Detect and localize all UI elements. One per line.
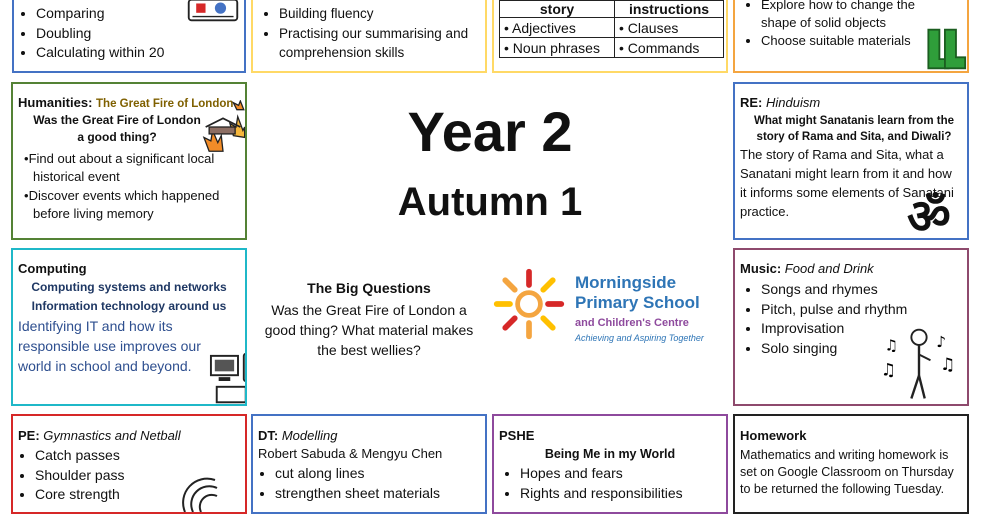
maths-box — [12, 0, 246, 73]
maths-item: • Doubling — [36, 24, 244, 44]
school-motto: Achieving and Aspiring Together — [575, 333, 704, 343]
re-box — [733, 82, 969, 240]
re-topic: Hinduism — [766, 95, 821, 110]
english-item: • Practising our summarising and comprehension skills — [279, 24, 485, 63]
school-name: Morningside Primary School — [575, 273, 700, 312]
grammar-cell: • Noun phrases — [500, 38, 615, 58]
re-text: The story of Rama and Sita, what a Sanatani might learn from it and how it informs some elements of Sanatani practice. — [740, 147, 954, 219]
music-item: • Improvisation — [761, 319, 907, 339]
pe-box — [11, 414, 247, 514]
science-item: • Choose suitable materials — [761, 32, 929, 50]
school-logo-icon — [491, 266, 567, 342]
computer-devices-icon — [208, 352, 247, 406]
computing-box — [11, 248, 247, 406]
computing-text: Identifying IT and how its responsible use improves our world in school and beyond. — [18, 318, 201, 374]
science-box — [733, 0, 969, 73]
dt-box — [251, 414, 487, 514]
computing-label: Computing — [18, 261, 87, 276]
grammar-cell: • Adjectives — [500, 18, 615, 38]
om-icon: ॐ — [907, 189, 951, 240]
grammar-cell: • Commands — [615, 38, 724, 58]
humanities-box — [11, 82, 247, 240]
svg-text:♫: ♫ — [884, 336, 899, 355]
humanities-item: •Find out about a significant local historical event — [24, 151, 215, 184]
svg-text:♫: ♫ — [880, 360, 897, 381]
pshe-subtitle: Being Me in my World — [544, 447, 676, 461]
computing-strand: Computing systems and networks — [31, 280, 227, 294]
music-box — [733, 248, 969, 406]
homework-text: Mathematics and writing homework is set on Google Classroom on Thursday to be returned the following Tuesday. — [740, 448, 954, 496]
pshe-box — [492, 414, 728, 514]
pe-item: • Catch passes — [35, 446, 125, 466]
homework-label: Homework — [740, 428, 807, 443]
pe-topic: Gymnastics and Netball — [43, 428, 181, 443]
music-item: • Songs and rhymes — [761, 280, 907, 300]
homework-box — [733, 414, 969, 514]
maths-item: • Comparing — [36, 4, 244, 24]
pe-item: • Core strength — [35, 485, 125, 505]
pshe-item: • Hopes and fears — [520, 464, 683, 484]
grammar-table — [499, 0, 724, 58]
humanities-topic: The Great Fire of London — [96, 98, 234, 110]
re-label: RE: — [740, 95, 763, 110]
grammar-cell: • Clauses — [615, 18, 724, 38]
weighing-scale-icon — [182, 0, 244, 24]
music-item: • Pitch, pulse and rhythm — [761, 300, 907, 320]
school-centre: and Children's Centre — [575, 317, 689, 329]
netball-motion-icon — [173, 472, 237, 512]
music-topic: Food and Drink — [784, 261, 874, 276]
music-label: Music: — [740, 261, 782, 276]
svg-text:♫: ♫ — [940, 354, 956, 375]
big-questions-title: The Big Questions — [307, 280, 431, 296]
dt-label: DT: — [258, 428, 279, 443]
grammar-header: story — [500, 1, 615, 18]
singer-with-notes-icon — [875, 322, 963, 406]
grammar-box — [492, 0, 728, 73]
humanities-item: •Discover events which happened before living memory — [24, 188, 220, 221]
term-title: Autumn 1 — [397, 180, 583, 224]
dt-item: • cut along lines — [275, 464, 440, 484]
pe-label: PE: — [18, 428, 40, 443]
dt-topic: Modelling — [281, 428, 338, 443]
pe-item: • Shoulder pass — [35, 466, 125, 486]
big-questions-text: Was the Great Fire of London a good thing? What material makes the best wellies? — [264, 302, 474, 358]
dt-item: • strengthen sheet materials — [275, 484, 440, 504]
english-item: • Building fluency — [279, 4, 485, 24]
great-fire-icon — [197, 100, 247, 154]
page-title: Year 2 — [407, 100, 573, 163]
humanities-question: Was the Great Fire of London a good thing? — [33, 113, 201, 144]
science-item: • Explore how to change the shape of solid objects — [761, 0, 929, 32]
humanities-label: Humanities: — [18, 95, 93, 110]
grammar-header: instructions — [615, 1, 724, 18]
music-item: • Solo singing — [761, 339, 907, 359]
re-question: What might Sanatanis learn from the story of Rama and Sita, and Diwali? — [754, 115, 954, 143]
svg-text:♪: ♪ — [936, 332, 946, 351]
english-box — [251, 0, 487, 73]
computing-strand: Information technology around us — [31, 299, 227, 313]
pshe-item: • Rights and responsibilities — [520, 484, 683, 504]
wellies-icon — [921, 26, 967, 72]
maths-item: • Calculating within 20 — [36, 43, 244, 63]
pshe-label: PSHE — [499, 428, 535, 443]
dt-authors: Robert Sabuda & Mengyu Chen — [258, 446, 443, 461]
